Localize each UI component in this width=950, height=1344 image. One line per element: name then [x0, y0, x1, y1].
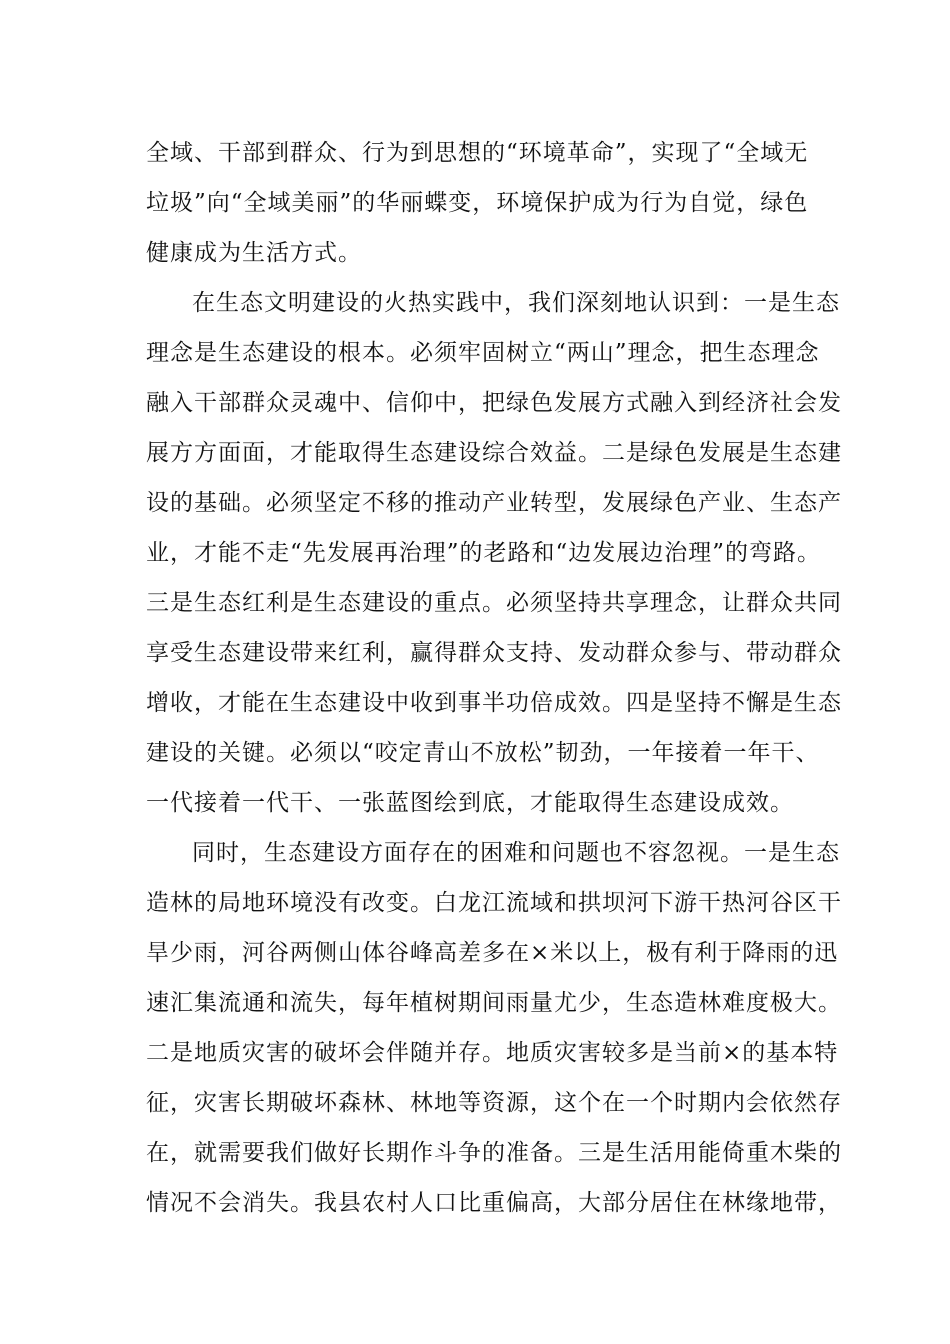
text-line: 速汇集流通和流失，每年植树期间雨量尤少，生态造林难度极大。	[146, 990, 842, 1016]
text-line: 三是生态红利是生态建设的重点。必须坚持共享理念，让群众共同	[146, 590, 842, 616]
document-body	[146, 128, 842, 1228]
text-line: 造林的局地环境没有改变。白龙江流域和拱坝河下游干热河谷区干	[146, 890, 842, 916]
text-line: 一代接着一代干、一张蓝图绘到底，才能取得生态建设成效。	[146, 790, 794, 816]
text-line: 建设的关键。必须以“咬定青山不放松”韧劲，一年接着一年干、	[146, 740, 820, 766]
text-line: 旱少雨，河谷两侧山体谷峰高差多在×米以上，极有利于降雨的迅	[146, 940, 839, 966]
text-line-paragraph-start: 同时，生态建设方面存在的困难和问题也不容忽视。一是生态	[192, 840, 840, 866]
text-line: 融入干部群众灵魂中、信仰中，把绿色发展方式融入到经济社会发	[146, 390, 842, 416]
text-line: 享受生态建设带来红利，赢得群众支持、发动群众参与、带动群众	[146, 640, 842, 666]
text-line: 理念是生态建设的根本。必须牢固树立“两山”理念，把生态理念	[146, 340, 820, 366]
text-line: 全域、干部到群众、行为到思想的“环境革命”，实现了“全域无	[146, 140, 809, 166]
text-line-paragraph-start: 在生态文明建设的火热实践中，我们深刻地认识到：一是生态	[192, 290, 840, 316]
text-line: 增收，才能在生态建设中收到事半功倍成效。四是坚持不懈是生态	[146, 690, 842, 716]
text-line: 业，才能不走“先发展再治理”的老路和“边发展边治理”的弯路。	[146, 540, 822, 566]
text-line: 征，灾害长期破坏森林、林地等资源，这个在一个时期内会依然存	[146, 1090, 842, 1116]
text-line: 垃圾”向“全域美丽”的华丽蝶变，环境保护成为行为自觉，绿色	[146, 190, 809, 216]
text-line: 健康成为生活方式。	[146, 240, 362, 266]
text-line: 二是地质灾害的破坏会伴随并存。地质灾害较多是当前×的基本特	[146, 1040, 839, 1066]
text-line: 设的基础。必须坚定不移的推动产业转型，发展绿色产业、生态产	[146, 490, 842, 516]
text-line: 展方方面面，才能取得生态建设综合效益。二是绿色发展是生态建	[146, 440, 842, 466]
text-line: 在，就需要我们做好长期作斗争的准备。三是生活用能倚重木柴的	[146, 1140, 842, 1166]
text-line: 情况不会消失。我县农村人口比重偏高，大部分居住在林缘地带，	[146, 1190, 842, 1216]
